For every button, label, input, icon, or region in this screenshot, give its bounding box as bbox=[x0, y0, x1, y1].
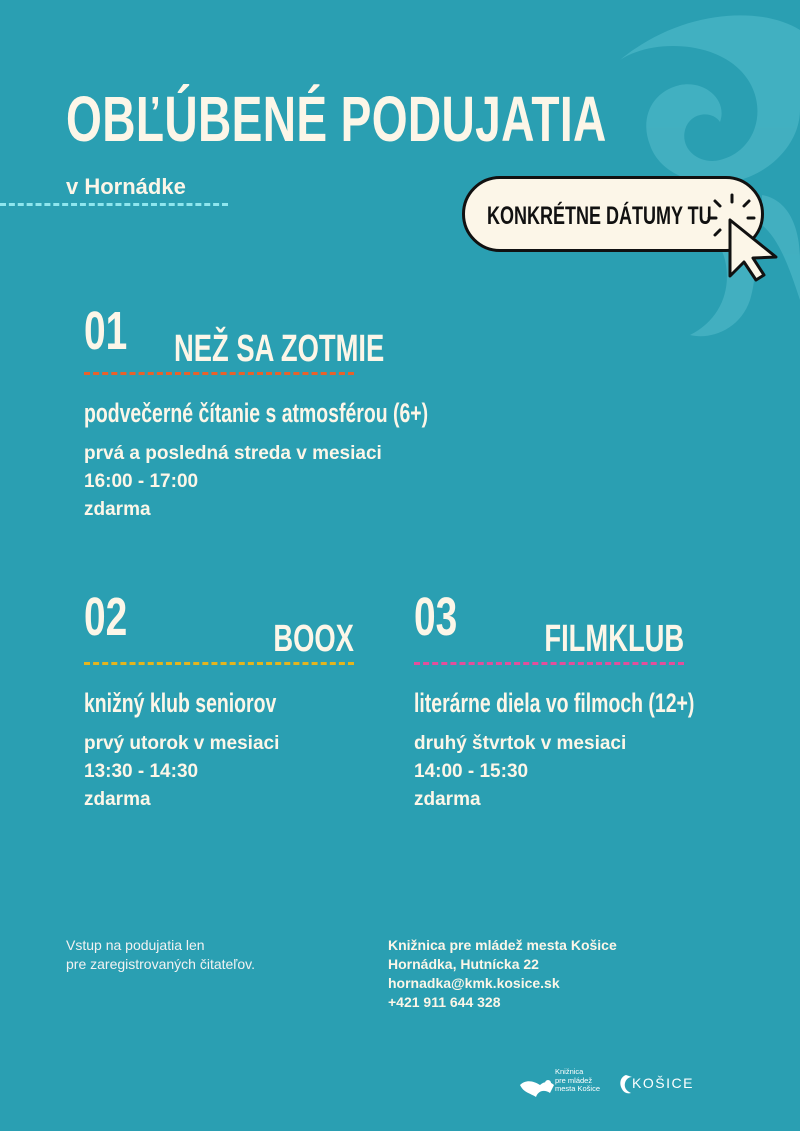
event-2-schedule: prvý utorok v mesiaci bbox=[84, 733, 280, 754]
event-2-number: 02 bbox=[84, 587, 128, 647]
event-2-description: knižný klub seniorov bbox=[84, 688, 277, 718]
event-2-price: zdarma bbox=[84, 789, 151, 810]
dates-button-label: KONKRÉTNE DÁTUMY TU bbox=[487, 202, 712, 230]
event-1-info bbox=[84, 440, 382, 524]
contact-email[interactable]: hornadka@kmk.kosice.sk bbox=[388, 975, 560, 991]
library-logo-line: Knižnica bbox=[555, 1067, 584, 1076]
event-3-name: FILMKLUB bbox=[544, 618, 684, 660]
cursor-click-icon bbox=[706, 192, 786, 282]
event-2-divider bbox=[84, 662, 354, 665]
event-1-name: NEŽ SA ZOTMIE bbox=[174, 328, 385, 370]
event-3-time: 14:00 - 15:30 bbox=[414, 761, 529, 782]
event-3-divider bbox=[414, 662, 684, 665]
event-3-info bbox=[414, 730, 626, 814]
kosice-logo-text: KOŠICE bbox=[632, 1075, 694, 1091]
registration-note bbox=[66, 936, 255, 974]
event-3-price: zdarma bbox=[414, 789, 481, 810]
event-2-time: 13:30 - 14:30 bbox=[84, 761, 199, 782]
event-3-schedule: druhý štvrtok v mesiaci bbox=[414, 733, 627, 754]
library-logo-line: pre mládež bbox=[555, 1075, 593, 1085]
page-title: OBĽÚBENÉ PODUJATIA bbox=[66, 83, 607, 155]
library-logo-line: mesta Košice bbox=[555, 1084, 601, 1093]
event-2-name: BOOX bbox=[273, 618, 354, 660]
contact-block bbox=[388, 936, 617, 1012]
event-2-info bbox=[84, 730, 279, 814]
event-1-divider bbox=[84, 372, 354, 375]
subtitle-underline bbox=[0, 203, 228, 206]
event-3-number: 03 bbox=[414, 587, 458, 647]
event-1-time: 16:00 - 17:00 bbox=[84, 471, 199, 492]
page-subtitle: v Hornádke bbox=[66, 174, 186, 199]
library-logo-text bbox=[555, 1068, 600, 1094]
decorative-ornament bbox=[500, 0, 800, 340]
event-1-description: podvečerné čítanie s atmosférou (6+) bbox=[84, 398, 429, 428]
contact-phone[interactable]: +421 911 644 328 bbox=[388, 994, 501, 1010]
registration-note-line: Vstup na podujatia len bbox=[66, 937, 205, 953]
event-3-description: literárne diela vo filmoch (12+) bbox=[414, 688, 695, 718]
registration-note-line: pre zaregistrovaných čitateľov. bbox=[66, 956, 256, 972]
contact-library-name: Knižnica pre mládež mesta Košice bbox=[388, 937, 617, 953]
contact-address: Hornádka, Hutnícka 22 bbox=[388, 956, 539, 972]
event-1-schedule: prvá a posledná streda v mesiaci bbox=[84, 443, 382, 464]
event-1-number: 01 bbox=[84, 301, 128, 361]
event-1-price: zdarma bbox=[84, 499, 151, 520]
